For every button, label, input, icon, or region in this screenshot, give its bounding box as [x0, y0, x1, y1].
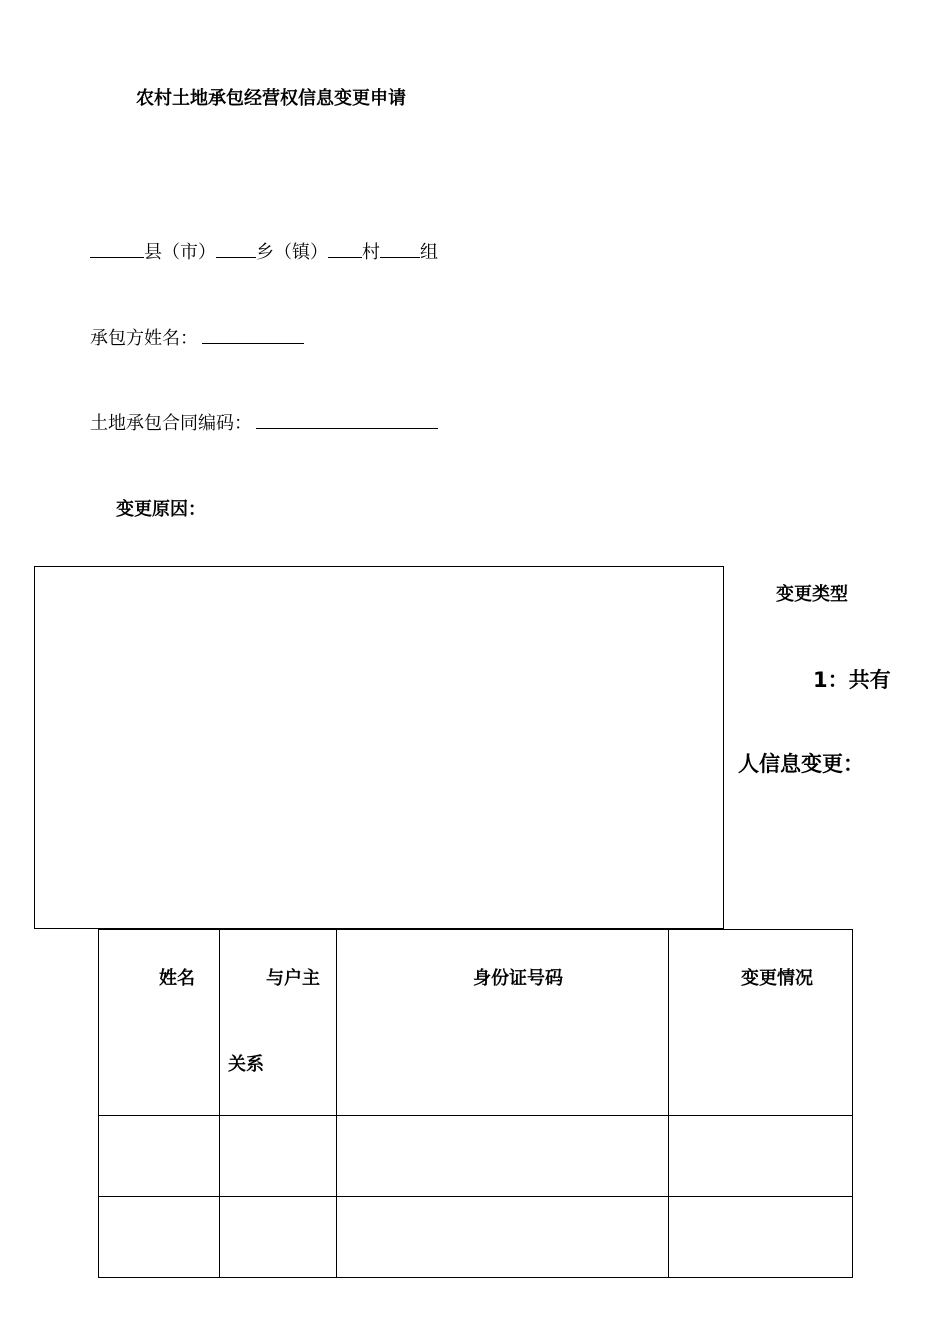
change-type-item-number: 1：共有: [813, 668, 891, 692]
co-owner-table: [98, 929, 853, 1278]
cell-relation-input[interactable]: [220, 1197, 337, 1278]
change-type-heading: 变更类型: [776, 584, 848, 605]
header-relation-line2: 关系: [228, 1054, 264, 1075]
cell-id-number-input[interactable]: [337, 1116, 669, 1197]
change-reason-label: 变更原因：: [116, 499, 206, 520]
header-change-status: 变更情况: [741, 968, 813, 989]
contract-number-label: 土地承包合同编码：: [90, 413, 252, 434]
change-reason-box[interactable]: [34, 566, 724, 929]
contractor-name-label: 承包方姓名：: [90, 328, 198, 349]
header-name: 姓名: [159, 968, 195, 989]
table-header-row: [99, 930, 853, 1116]
cell-change-status-input[interactable]: [669, 1197, 853, 1278]
group-blank[interactable]: [380, 239, 420, 258]
header-cell-change-status: [669, 930, 853, 1116]
cell-relation-input[interactable]: [220, 1116, 337, 1197]
county-label: 县（市）: [144, 242, 216, 263]
village-blank[interactable]: [328, 239, 362, 258]
location-line: [90, 238, 438, 264]
contract-number-blank[interactable]: [256, 410, 438, 429]
cell-name-input[interactable]: [99, 1197, 220, 1278]
cell-change-status-input[interactable]: [669, 1116, 853, 1197]
table-row: [99, 1197, 853, 1278]
contractor-name-row: [90, 324, 304, 350]
cell-name-input[interactable]: [99, 1116, 220, 1197]
change-type-item-text: 人信息变更：: [738, 752, 864, 776]
header-id-number: 身份证号码: [473, 968, 563, 989]
contract-number-row: [90, 409, 438, 435]
group-label: 组: [420, 242, 438, 263]
header-relation-line1: 与户主: [266, 968, 320, 989]
header-cell-id-number: [337, 930, 669, 1116]
township-blank[interactable]: [216, 239, 256, 258]
page-title: 农村土地承包经营权信息变更申请: [136, 88, 406, 109]
contractor-name-blank[interactable]: [202, 325, 304, 344]
header-cell-name: [99, 930, 220, 1116]
village-label: 村: [362, 242, 380, 263]
cell-id-number-input[interactable]: [337, 1197, 669, 1278]
header-cell-relation: [220, 930, 337, 1116]
township-label: 乡（镇）: [256, 242, 328, 263]
county-blank[interactable]: [90, 239, 144, 258]
table-row: [99, 1116, 853, 1197]
